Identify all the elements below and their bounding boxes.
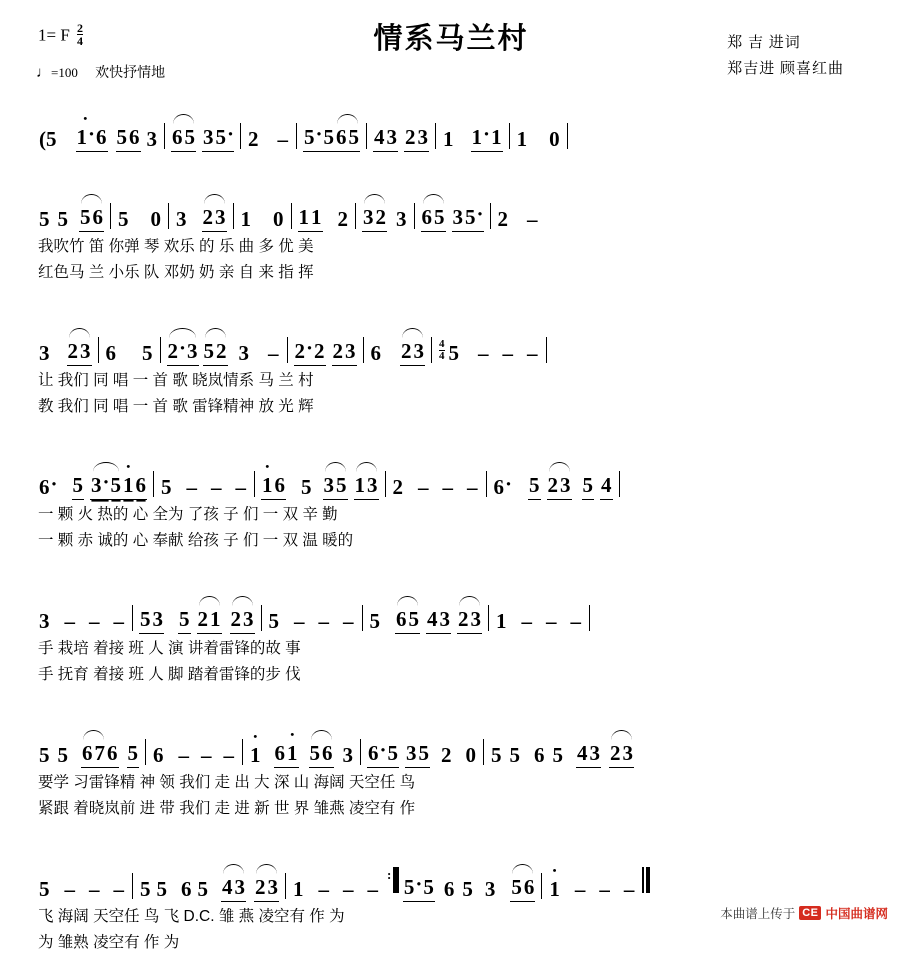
barline: [362, 605, 363, 631]
note: 2 ·: [294, 339, 314, 366]
barline: [488, 605, 489, 631]
note: 3 ·: [90, 473, 110, 500]
music-system-5: [38, 588, 864, 686]
note: 3: [242, 607, 255, 634]
barline: [589, 605, 590, 631]
note: 3: [589, 741, 602, 768]
slur: [400, 339, 425, 366]
note-sustain-dash: –: [178, 743, 189, 767]
note: • 1 ·: [76, 125, 96, 152]
slur: [221, 875, 246, 902]
barline: [164, 123, 165, 149]
note: 6: [81, 741, 94, 768]
lyric-line-2: 红色马 兰 小乐 队 邓奶 奶 亲 自 来 指 挥: [38, 264, 314, 281]
note: 3: [39, 341, 50, 365]
lyric-line-1: 我吹竹 笛 你弹 琴 欢乐 的 乐 曲 多 优 美: [38, 238, 314, 255]
note: 5: [491, 743, 502, 767]
barline: [366, 123, 367, 149]
time-signature-denominator: 4: [77, 34, 84, 48]
lyric-line-1: 让 我们 同 唱 一 首 歌 晓岚情系 马 兰 村: [38, 372, 314, 389]
note-sustain-dash: –: [201, 743, 212, 767]
note: 6: [181, 877, 192, 901]
note: 1: [516, 127, 528, 151]
note: 2: [230, 607, 243, 634]
note-sustain-dash: –: [277, 127, 289, 151]
note: • 1: [122, 473, 135, 500]
note: 5: [462, 877, 473, 901]
notes-row: [38, 192, 864, 232]
note: 3: [202, 125, 215, 152]
note: 5: [509, 743, 521, 767]
note: 3: [152, 607, 165, 634]
note-sustain-dash: –: [211, 475, 222, 499]
music-system-4: [38, 454, 864, 552]
note: 5: [197, 877, 208, 901]
composer-credit: 郑吉进 顾喜红曲: [727, 61, 844, 77]
note: 7: [94, 741, 107, 768]
note: 0: [150, 207, 161, 231]
note: 5: [39, 877, 50, 901]
note: 5: [301, 475, 312, 499]
note: 1: [310, 205, 323, 232]
site-name: 中国曲谱网: [825, 907, 888, 921]
note: 6: [395, 607, 408, 634]
barline: [287, 337, 288, 363]
note: 3: [344, 339, 357, 366]
barline: [414, 203, 415, 229]
notes-row: [38, 728, 864, 768]
note-sustain-dash: –: [343, 609, 354, 633]
time-signature-denominator: 4: [439, 350, 445, 362]
barline: [509, 123, 510, 149]
note-sustain-dash: –: [478, 341, 489, 365]
note: 2: [457, 607, 470, 634]
slur: [90, 473, 122, 500]
note: 3: [146, 127, 158, 151]
barline: [242, 739, 243, 765]
note: 5: [127, 741, 140, 768]
note: 5: [142, 341, 153, 365]
footer-watermark: [720, 904, 888, 922]
note: 5: [369, 609, 380, 633]
note: 5: [156, 877, 167, 901]
note: 3: [559, 473, 572, 500]
slur: [202, 205, 227, 232]
note: 5: [79, 205, 92, 232]
barline: [132, 873, 133, 899]
note: 5: [184, 125, 197, 152]
note: 0: [465, 743, 477, 767]
note-sustain-dash: –: [113, 609, 124, 633]
note: 2: [254, 875, 267, 902]
note: 3: [186, 339, 199, 366]
note: 0: [273, 207, 284, 231]
note: 2: [337, 207, 348, 231]
note: 5: [178, 607, 191, 634]
barline: [355, 203, 356, 229]
note: 5: [39, 207, 50, 231]
note-sustain-dash: –: [186, 475, 198, 499]
note-sustain-dash: –: [367, 877, 378, 901]
note: 5: [39, 743, 50, 767]
note: 3: [214, 205, 227, 232]
note: 1 ·: [471, 125, 491, 152]
note: 6: [95, 125, 108, 152]
notes-row: [38, 460, 864, 500]
note: 3: [452, 205, 465, 232]
note: 2: [202, 205, 215, 232]
note-sustain-dash: –: [223, 743, 234, 767]
barline: [285, 873, 286, 899]
note: 3: [267, 875, 280, 902]
slur: [230, 607, 255, 634]
repeat-barline: [384, 867, 399, 899]
note: 1: [443, 127, 454, 151]
note: 4: [426, 607, 439, 634]
note: 5: [161, 475, 172, 499]
note: 5: [387, 741, 400, 768]
note: 6: [105, 341, 116, 365]
notes-row: [38, 594, 864, 634]
note: 5: [72, 473, 85, 500]
slur: [395, 607, 420, 634]
music-system-1: [38, 106, 864, 152]
barline: [385, 471, 386, 497]
note-sustain-dash: –: [64, 609, 75, 633]
note: 5 ·: [303, 125, 323, 152]
note: 5: [422, 875, 435, 902]
lyric-line-1: 一 颗 火 热的 心 全为 了孩 子 们 一 双 辛 勤: [38, 506, 338, 523]
note-sustain-dash: –: [343, 877, 354, 901]
page-title: 情系马兰村: [373, 23, 529, 55]
note: 6: [92, 205, 105, 232]
slur: [81, 741, 106, 768]
note: 5: [528, 473, 541, 500]
barline: [160, 337, 161, 363]
music-system-2: [38, 186, 864, 284]
note-sustain-dash: –: [268, 341, 279, 365]
time-signature: [77, 22, 83, 47]
barline: [435, 123, 436, 149]
slur: [510, 875, 535, 902]
note: 5: [116, 125, 129, 152]
note: 3: [342, 743, 353, 767]
note: 6: [274, 473, 287, 500]
lyric-text-final-1: 飞 海阔 天空任 鸟 飞 D.C. 雏 燕 凌空有 作 为: [38, 908, 345, 925]
note-sustain-dash: –: [89, 877, 100, 901]
note: 3: [405, 741, 418, 768]
note: 2: [547, 473, 560, 500]
barline: [296, 123, 297, 149]
note: 3: [439, 607, 452, 634]
barline: [546, 337, 547, 363]
note-sustain-dash: –: [64, 877, 75, 901]
slur: [421, 205, 446, 232]
lyric-line-2: 一 颗 赤 诚的 心 奉献 给孩 子 们 一 双 温 暖的: [38, 532, 354, 549]
note: 2: [392, 475, 404, 499]
note: 6: [523, 875, 536, 902]
note: 3: [413, 339, 426, 366]
note: 5: [348, 125, 361, 152]
site-logo-icon: CE: [799, 906, 821, 920]
barline: [145, 739, 146, 765]
note: 2: [400, 339, 413, 366]
note: 1: [298, 205, 311, 232]
note-sustain-dash: –: [570, 609, 581, 633]
note: 5: [268, 609, 279, 633]
note: 2: [313, 339, 326, 366]
note: 2: [197, 607, 210, 634]
note: 3: [176, 207, 187, 231]
note: 6 ·: [367, 741, 387, 768]
note-sustain-dash: –: [574, 877, 586, 901]
note-sustain-dash: –: [502, 341, 514, 365]
note-sustain-dash: –: [235, 475, 247, 499]
note: 5: [552, 743, 564, 767]
note-sustain-dash: –: [527, 207, 538, 231]
note-sustain-dash: –: [113, 877, 124, 901]
note: 3: [366, 473, 379, 500]
note: 5: [110, 473, 123, 500]
note: 6: [335, 125, 348, 152]
barline: [254, 471, 255, 497]
note: 6: [128, 125, 141, 152]
tempo-marking: [36, 62, 165, 82]
note: 5: [433, 205, 446, 232]
lyric-line-2: 手 抚育 着接 班 人 脚 踏着雷锋的步 伐: [38, 666, 301, 683]
note: • 1: [548, 877, 561, 902]
barline: [490, 203, 491, 229]
note: 3: [396, 207, 407, 231]
note: 6: [443, 877, 455, 901]
barline: [619, 471, 620, 497]
note: 5 ·: [215, 125, 235, 152]
note: 3: [238, 341, 250, 365]
note: 2: [609, 741, 622, 768]
slur: [197, 607, 222, 634]
note-sustain-dash: –: [294, 609, 305, 633]
note: 5: [323, 125, 336, 152]
footer-text: 本曲谱上传于: [720, 907, 796, 921]
note: 4: [576, 741, 589, 768]
note: 5 ·: [403, 875, 423, 902]
note: 5: [408, 607, 421, 634]
note: 2: [248, 127, 259, 151]
key-signature: [38, 21, 84, 49]
note: • 1: [286, 741, 299, 768]
note: 6 ·: [493, 475, 513, 500]
barline: [240, 123, 241, 149]
note: 5: [57, 743, 68, 767]
expression-marking: 欢快抒情地: [95, 64, 166, 80]
note: 5: [118, 207, 129, 231]
lyric-line-2: 紧跟 着晓岚前 进 带 我们 走 进 新 世 界 雏燕 凌空有 作: [38, 800, 416, 817]
note: 6 ·: [38, 475, 58, 500]
note-sustain-dash: –: [599, 877, 610, 901]
note: 3: [622, 741, 635, 768]
note: 1: [490, 125, 503, 152]
slur: [335, 125, 360, 152]
note: 5: [203, 339, 216, 366]
note: 3: [470, 607, 483, 634]
slur: [309, 741, 334, 768]
notes-row: [38, 862, 864, 902]
note: 1: [209, 607, 222, 634]
note: 3: [362, 205, 375, 232]
note: 5: [57, 207, 68, 231]
note: 1: [354, 473, 367, 500]
barline: [132, 605, 133, 631]
lyric-line-1: 手 栽培 着接 班 人 演 讲着雷锋的故 事: [38, 640, 301, 657]
lyric-line-2: 教 我们 同 唱 一 首 歌 雷锋精神 放 光 辉: [38, 398, 314, 415]
notes-row: [38, 326, 864, 366]
slur: [609, 741, 634, 768]
note: 4: [600, 473, 613, 500]
note: 3: [234, 875, 247, 902]
note: 6: [274, 741, 287, 768]
note: 3: [79, 339, 92, 366]
tempo-value: =100: [51, 65, 78, 80]
note: 4: [373, 125, 386, 152]
note: 5: [309, 741, 322, 768]
note-sustain-dash: –: [418, 475, 429, 499]
music-system-3: [38, 320, 864, 418]
note-sustain-dash: –: [623, 877, 635, 901]
slur: [171, 125, 196, 152]
note: 3: [484, 877, 496, 901]
note: 0: [549, 127, 560, 151]
note: 4: [221, 875, 234, 902]
note-sustain-dash: –: [318, 877, 329, 901]
note: 2: [215, 339, 228, 366]
note: 2: [404, 125, 417, 152]
note: 5: [335, 473, 348, 500]
note: 6: [106, 741, 119, 768]
lyric-line-1: 要学 习雷锋精 神 领 我们 走 出 大 深 山 海阔 天空任 鸟: [38, 774, 416, 791]
note: 1: [293, 877, 304, 901]
note: 3: [417, 125, 430, 152]
note-sustain-dash: –: [89, 609, 100, 633]
note: 5 ·: [464, 205, 484, 232]
note: 6: [153, 743, 164, 767]
note: 6: [135, 473, 148, 500]
note-sustain-dash: –: [521, 609, 532, 633]
note: 6: [321, 741, 334, 768]
key-label: 1= F: [38, 25, 70, 45]
note: 5: [140, 877, 151, 901]
quarter-note-icon: ♩: [36, 65, 51, 81]
barline: [483, 739, 484, 765]
note: 3: [323, 473, 336, 500]
barline: [153, 471, 154, 497]
note: 2: [375, 205, 388, 232]
time-signature-numerator: 2: [77, 21, 84, 35]
note: 6: [421, 205, 434, 232]
slur: [457, 607, 482, 634]
note-sustain-dash: –: [527, 341, 538, 365]
slur: [254, 875, 279, 902]
barline: [261, 605, 262, 631]
note-sustain-dash: –: [318, 609, 329, 633]
note-sustain-dash: –: [467, 475, 478, 499]
note: 3: [386, 125, 399, 152]
time-signature-change: [439, 339, 445, 362]
note: 5: [582, 473, 595, 500]
final-barline: [642, 867, 650, 899]
note: 2: [441, 743, 452, 767]
note: 2 ·: [167, 339, 187, 366]
slur: [67, 339, 92, 366]
note: 2: [67, 339, 80, 366]
note-sustain-dash: –: [546, 609, 557, 633]
slur: [203, 339, 228, 366]
repeat-dots-icon: :: [387, 867, 392, 882]
barline: [431, 337, 432, 363]
slur: [79, 205, 104, 232]
slur: [362, 205, 387, 232]
barline: [363, 337, 364, 363]
note: 5: [418, 741, 431, 768]
notes-row: [38, 112, 864, 152]
note: 1: [240, 207, 251, 231]
note: 6: [171, 125, 184, 152]
note: 5: [448, 341, 460, 365]
note: • 1: [261, 473, 274, 500]
slur: [167, 339, 199, 366]
note: (5: [39, 127, 57, 151]
note: 5: [510, 875, 523, 902]
note: 2: [332, 339, 345, 366]
slur: [547, 473, 572, 500]
credits: [727, 30, 844, 82]
time-signature-numerator: 4: [439, 338, 445, 350]
note: 6: [370, 341, 382, 365]
barline: [486, 471, 487, 497]
barline: [291, 203, 292, 229]
barline: [541, 873, 542, 899]
slur: [323, 473, 348, 500]
barline: [168, 203, 169, 229]
note: 2: [497, 207, 509, 231]
barline: [98, 337, 99, 363]
music-system-6: [38, 722, 864, 820]
lyricist-credit: 郑 吉 进词: [727, 35, 801, 51]
note: 5: [139, 607, 152, 634]
score-header: [0, 0, 902, 100]
barline: [233, 203, 234, 229]
lyric-line-2: 为 雏熟 凌空有 作 为: [38, 934, 180, 951]
barline: [360, 739, 361, 765]
note: 6: [534, 743, 545, 767]
barline: [110, 203, 111, 229]
note: 1: [496, 609, 507, 633]
slur: [354, 473, 379, 500]
note: • 1: [249, 743, 262, 768]
note-sustain-dash: –: [442, 475, 454, 499]
barline: [567, 123, 568, 149]
note: 3: [39, 609, 50, 633]
